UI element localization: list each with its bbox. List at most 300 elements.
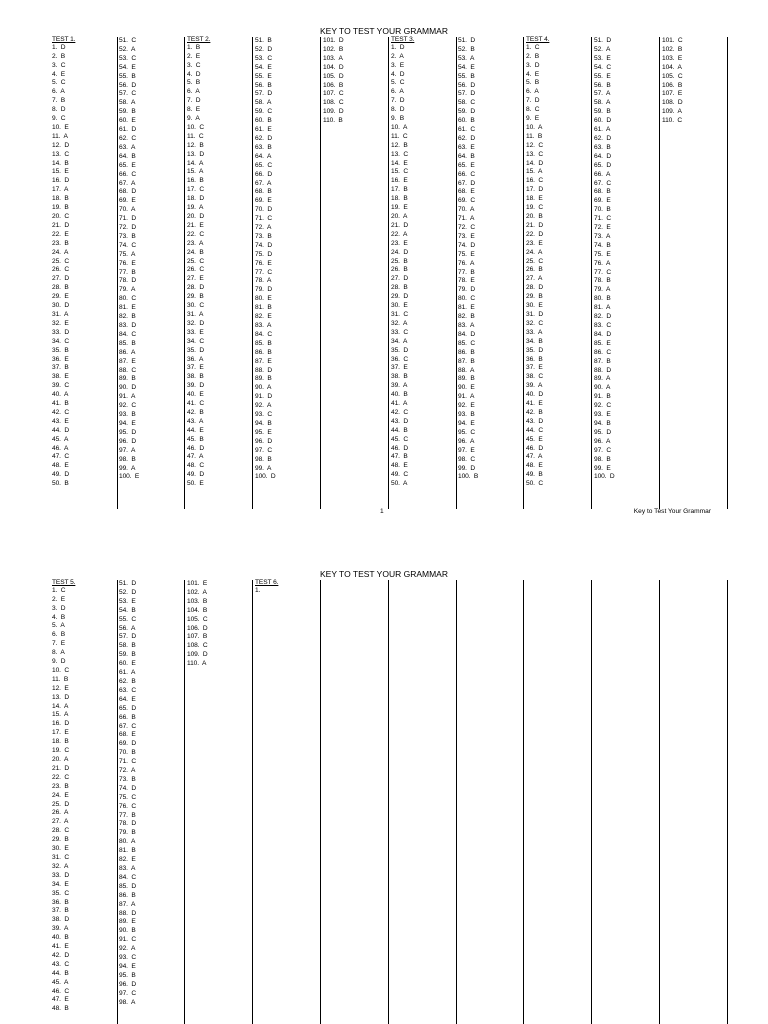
answer-line: 78. A bbox=[255, 277, 272, 285]
answer-line: 76. C bbox=[119, 802, 136, 810]
answer-line: 33. E bbox=[187, 328, 204, 336]
answer-line: 58. A bbox=[594, 99, 611, 107]
answer-line: 34. B bbox=[526, 337, 543, 345]
answer-line: 108. C bbox=[323, 99, 344, 107]
answer-column bbox=[592, 580, 660, 1024]
answer-line: 82. B bbox=[119, 313, 136, 321]
answer-line: 39. D bbox=[187, 382, 204, 390]
answer-line: 14. A bbox=[187, 159, 204, 167]
answer-line: 16. D bbox=[52, 177, 69, 185]
answer-line: 99. A bbox=[119, 464, 136, 472]
answer-line: 36. B bbox=[526, 355, 543, 363]
answer-line: 44. E bbox=[187, 426, 204, 434]
answer-line: 10. E bbox=[52, 123, 69, 131]
answer-line: 28. D bbox=[187, 284, 204, 292]
answer-line: 55. C bbox=[119, 615, 136, 623]
answer-line: 47. B bbox=[391, 453, 408, 461]
answer-line: 3. C bbox=[52, 61, 66, 69]
answer-line: 11. C bbox=[187, 132, 204, 140]
answer-line: 18. B bbox=[52, 195, 69, 203]
answer-line: 90. D bbox=[119, 384, 136, 392]
answer-line: 35. C bbox=[52, 889, 69, 897]
answer-line: 95. C bbox=[458, 428, 475, 436]
answer-line: 47. E bbox=[52, 996, 69, 1004]
answer-line: 31. D bbox=[526, 310, 543, 318]
answer-line: 75. C bbox=[119, 793, 136, 801]
answer-line: 24. D bbox=[391, 248, 408, 256]
answer-line: 53. E bbox=[119, 597, 136, 605]
answer-line: 67. A bbox=[255, 179, 272, 187]
answer-line: 13. D bbox=[52, 693, 69, 701]
answer-line: 64. E bbox=[119, 695, 136, 703]
answer-line: 54. E bbox=[458, 63, 475, 71]
test-header: TEST 4. bbox=[526, 36, 550, 43]
answer-line: 106. D bbox=[187, 624, 208, 632]
answer-line: 58. C bbox=[458, 99, 475, 107]
answer-line: 10. C bbox=[187, 123, 204, 131]
answer-line: 35. D bbox=[526, 346, 543, 354]
answer-line: 85. B bbox=[119, 339, 136, 347]
answer-column bbox=[456, 37, 524, 509]
answer-line: 102. B bbox=[323, 45, 344, 53]
answer-line: 44. B bbox=[52, 969, 69, 977]
answer-line: 11. A bbox=[52, 132, 68, 140]
answer-line: 57. C bbox=[119, 90, 136, 98]
answer-line: 52. A bbox=[119, 45, 136, 53]
answer-line: 82. E bbox=[255, 313, 272, 321]
answer-line: 42. C bbox=[52, 408, 69, 416]
answer-line: 102. A bbox=[187, 588, 207, 596]
answer-line: 100. E bbox=[119, 473, 140, 481]
answer-line: 90. A bbox=[594, 384, 611, 392]
answer-line: 72. A bbox=[255, 224, 272, 232]
answer-line: 88. D bbox=[255, 366, 272, 374]
answer-line: 68. E bbox=[458, 188, 475, 196]
answer-line: 41. B bbox=[52, 400, 69, 408]
answer-line: 100. D bbox=[255, 473, 276, 481]
answer-line: 108. C bbox=[187, 642, 208, 650]
answer-line: 40. D bbox=[526, 391, 543, 399]
answer-line: 97. A bbox=[119, 446, 136, 454]
answer-line: 27. D bbox=[391, 275, 408, 283]
answer-line: 29. B bbox=[187, 293, 204, 301]
answer-line: 3. D bbox=[526, 61, 540, 69]
answer-line: 37. E bbox=[526, 364, 543, 372]
test-header: TEST 2. bbox=[187, 36, 211, 43]
answer-line: 43. E bbox=[52, 417, 69, 425]
answer-line: 75. D bbox=[255, 250, 272, 258]
answer-line: 73. B bbox=[119, 775, 136, 783]
answer-line: 50. E bbox=[187, 480, 204, 488]
answer-line: 103. E bbox=[662, 54, 683, 62]
answer-line: 20. A bbox=[391, 213, 408, 221]
answer-line: 76. A bbox=[458, 259, 475, 267]
answer-line: 41. A bbox=[391, 400, 408, 408]
answer-line: 39. C bbox=[52, 382, 69, 390]
answer-line: 74. B bbox=[594, 241, 611, 249]
answer-line: 93. C bbox=[255, 411, 272, 419]
answer-line: 46. D bbox=[187, 444, 204, 452]
answer-line: 79. A bbox=[119, 286, 136, 294]
answer-line: 110. B bbox=[323, 117, 343, 125]
answer-line: 50. A bbox=[391, 480, 408, 488]
answer-line: 94. B bbox=[594, 419, 611, 427]
answer-line: 17. E bbox=[52, 729, 69, 737]
page-number: 1 bbox=[380, 508, 384, 515]
answer-line: 54. B bbox=[119, 606, 136, 614]
answer-line: 98. A bbox=[119, 998, 136, 1006]
answer-line: 38. D bbox=[52, 916, 69, 924]
answer-line: 84. C bbox=[255, 330, 272, 338]
answer-line: 32. E bbox=[52, 319, 69, 327]
test-header: TEST 5. bbox=[52, 579, 76, 586]
answer-line: 31. C bbox=[391, 310, 408, 318]
answer-line: 37. B bbox=[52, 364, 69, 372]
answer-column bbox=[253, 580, 321, 1024]
answer-line: 48. B bbox=[52, 1005, 69, 1013]
answer-line: 46. C bbox=[52, 987, 69, 995]
answer-line: 96. A bbox=[458, 437, 475, 445]
answer-line: 74. C bbox=[119, 241, 136, 249]
answer-line: 72. C bbox=[458, 224, 475, 232]
answer-line: 96. A bbox=[594, 437, 611, 445]
answer-line: 102. B bbox=[662, 45, 683, 53]
test-header: TEST 1. bbox=[52, 36, 76, 43]
answer-line: 69. E bbox=[119, 197, 136, 205]
answer-line: 5. B bbox=[526, 79, 540, 87]
answer-column bbox=[660, 580, 728, 1024]
answer-line: 36. B bbox=[52, 898, 69, 906]
answer-line: 36. A bbox=[187, 355, 204, 363]
answer-line: 93. E bbox=[594, 411, 611, 419]
answer-line: 30. D bbox=[52, 302, 69, 310]
answer-line: 79. B bbox=[119, 829, 136, 837]
answer-line: 7. E bbox=[52, 640, 66, 648]
test-header: TEST 3. bbox=[391, 36, 415, 43]
answer-line: 34. E bbox=[52, 880, 69, 888]
answer-line: 37. B bbox=[52, 907, 69, 915]
answer-line: 82. D bbox=[594, 313, 611, 321]
answer-line: 18. E bbox=[526, 195, 543, 203]
answer-column bbox=[185, 580, 253, 1024]
answer-line: 71. D bbox=[119, 215, 136, 223]
answer-line: 100. B bbox=[458, 473, 479, 481]
answer-line: 58. B bbox=[119, 642, 136, 650]
answer-line: 94. E bbox=[458, 419, 475, 427]
answer-line: 2. B bbox=[52, 52, 66, 60]
answer-column bbox=[185, 37, 253, 509]
answer-line: 53. A bbox=[458, 54, 475, 62]
answer-line: 75. A bbox=[119, 250, 136, 258]
answer-line: 32. C bbox=[526, 319, 543, 327]
answer-line: 55. B bbox=[458, 72, 475, 80]
answer-line: 23. A bbox=[187, 239, 204, 247]
answer-line: 54. E bbox=[119, 63, 136, 71]
answer-line: 41. E bbox=[52, 943, 69, 951]
answer-line: 23. E bbox=[391, 239, 408, 247]
answer-line: 1. C bbox=[526, 43, 540, 51]
answer-line: 40. E bbox=[187, 391, 204, 399]
answer-line: 95. D bbox=[594, 428, 611, 436]
answer-column bbox=[321, 580, 389, 1024]
answer-line: 38. B bbox=[187, 373, 204, 381]
answer-line: 7. D bbox=[526, 97, 540, 105]
answer-line: 96. D bbox=[119, 980, 136, 988]
answer-line: 90. B bbox=[119, 927, 136, 935]
answer-line: 31. C bbox=[52, 853, 69, 861]
answer-line: 41. C bbox=[187, 400, 204, 408]
answer-line: 91. A bbox=[119, 393, 136, 401]
answer-line: 57. D bbox=[255, 90, 272, 98]
answer-line: 30. E bbox=[526, 302, 543, 310]
answer-line: 106. B bbox=[662, 81, 683, 89]
answer-line: 12. D bbox=[52, 141, 69, 149]
answer-line: 97. E bbox=[458, 446, 475, 454]
answer-line: 45. E bbox=[526, 435, 543, 443]
answer-line: 43. D bbox=[526, 417, 543, 425]
answer-line: 48. E bbox=[52, 462, 69, 470]
answer-line: 101. D bbox=[323, 37, 344, 44]
answer-line: 92. C bbox=[119, 402, 136, 410]
answer-line: 89. E bbox=[119, 918, 136, 926]
answer-line: 51. C bbox=[119, 37, 136, 44]
answer-line: 71. A bbox=[458, 215, 475, 223]
answer-line: 2. E bbox=[187, 52, 201, 60]
answer-line: 9. A bbox=[187, 115, 200, 123]
answer-line: 5. A bbox=[52, 622, 65, 630]
answer-line: 58. A bbox=[119, 99, 136, 107]
answer-line: 5. C bbox=[391, 79, 405, 87]
answer-line: 51. D bbox=[119, 580, 136, 587]
answer-line: 83. C bbox=[594, 322, 611, 329]
answer-line: 96. D bbox=[255, 437, 272, 445]
answer-line: 43. C bbox=[52, 960, 69, 968]
answer-line: 5. C bbox=[52, 79, 66, 87]
answer-line: 109. D bbox=[187, 651, 208, 659]
answer-line: 11. C bbox=[391, 132, 408, 140]
answer-line: 93. B bbox=[458, 411, 475, 419]
answer-line: 60. E bbox=[119, 117, 136, 125]
answer-line: 13. C bbox=[391, 150, 408, 158]
answer-line: 3. E bbox=[391, 61, 405, 69]
answer-line: 64. B bbox=[119, 152, 136, 160]
answer-line: 32. A bbox=[391, 319, 408, 327]
answer-line: 38. B bbox=[391, 373, 408, 381]
answer-line: 79. D bbox=[255, 286, 272, 294]
answer-line: 34. C bbox=[52, 337, 69, 345]
answer-line: 67. D bbox=[458, 179, 475, 187]
answer-line: 22. C bbox=[52, 773, 69, 781]
answer-line: 99. D bbox=[458, 464, 475, 472]
answer-line: 1. D bbox=[52, 43, 66, 51]
answer-line: 22. E bbox=[52, 230, 69, 238]
answer-line: 1. C bbox=[52, 586, 66, 594]
answer-line: 65. D bbox=[594, 161, 611, 169]
answer-line: 95. E bbox=[255, 428, 272, 436]
answer-line: 56. A bbox=[119, 624, 136, 632]
answer-line: 104. A bbox=[662, 63, 682, 71]
answer-line: 75. E bbox=[458, 250, 475, 258]
answer-line: 63. B bbox=[594, 143, 611, 151]
answer-line: 11. B bbox=[526, 132, 543, 140]
answer-line: 49. D bbox=[52, 471, 69, 479]
answer-line: 9. C bbox=[52, 115, 66, 123]
answer-line: 110. C bbox=[662, 117, 683, 125]
answer-line: 21. D bbox=[52, 221, 69, 229]
answer-line: 5. B bbox=[187, 79, 201, 87]
answer-line: 13. D bbox=[187, 150, 204, 158]
answer-line: 91. A bbox=[458, 393, 475, 401]
answer-line: 72. E bbox=[594, 224, 611, 232]
answer-line: 67. C bbox=[594, 179, 611, 187]
answer-line: 9. B bbox=[391, 115, 405, 123]
answer-line: 45. B bbox=[187, 435, 204, 443]
answer-line: 99. A bbox=[255, 464, 272, 472]
answer-line: 87. B bbox=[458, 357, 475, 365]
answer-line: 15. E bbox=[52, 168, 69, 176]
answer-line: 73. B bbox=[119, 232, 136, 240]
answer-line: 33. D bbox=[52, 328, 69, 336]
answer-line: 74. D bbox=[458, 241, 475, 249]
answer-line: 62. B bbox=[119, 677, 136, 685]
answer-line: 14. D bbox=[526, 159, 543, 167]
answer-line: 12. E bbox=[52, 684, 69, 692]
answer-line: 51. B bbox=[255, 37, 272, 44]
answer-line: 52. D bbox=[119, 588, 136, 596]
answer-line: 85. B bbox=[255, 339, 272, 347]
answer-line: 21. E bbox=[187, 221, 204, 229]
answer-line: 26. B bbox=[526, 266, 543, 274]
answer-line: 24. B bbox=[187, 248, 204, 256]
answer-line: 81. E bbox=[119, 304, 136, 312]
answer-line: 6. B bbox=[52, 631, 66, 639]
answer-line: 32. D bbox=[187, 319, 204, 327]
answer-line: 3. D bbox=[52, 604, 66, 612]
answer-line: 16. D bbox=[52, 720, 69, 728]
answer-line: 20. A bbox=[52, 756, 69, 764]
answer-line: 101. E bbox=[187, 580, 208, 587]
answer-line: 97. C bbox=[255, 446, 272, 454]
answer-line: 29. E bbox=[52, 293, 69, 301]
answer-line: 60. B bbox=[458, 117, 475, 125]
answer-line: 30. E bbox=[52, 845, 69, 853]
answer-line: 19. C bbox=[52, 747, 69, 755]
answer-line: 18. D bbox=[187, 195, 204, 203]
answer-line: 69. D bbox=[119, 740, 136, 748]
answer-line: 26. C bbox=[187, 266, 204, 274]
answer-line: 57. D bbox=[458, 90, 475, 98]
answer-line: 44. D bbox=[52, 426, 69, 434]
answer-line: 40. A bbox=[52, 391, 69, 399]
answer-line: 9. D bbox=[52, 658, 66, 666]
answer-column bbox=[321, 37, 389, 509]
answer-line: 29. B bbox=[526, 293, 543, 301]
answer-line: 24. A bbox=[52, 248, 69, 256]
answer-line: 105. C bbox=[187, 615, 208, 623]
answer-line: 66. A bbox=[594, 170, 611, 178]
answer-line: 59. D bbox=[458, 108, 475, 116]
answer-line: 110. A bbox=[187, 660, 207, 668]
answer-column bbox=[524, 37, 592, 509]
answer-line: 97. C bbox=[594, 446, 611, 454]
answer-line: 104. D bbox=[323, 63, 344, 71]
answer-line: 24. E bbox=[52, 791, 69, 799]
answer-line: 24. A bbox=[526, 248, 543, 256]
answer-line: 25. D bbox=[52, 800, 69, 808]
answer-line: 81. E bbox=[458, 304, 475, 312]
answer-line: 37. E bbox=[391, 364, 408, 372]
answer-line: 45. A bbox=[52, 978, 69, 986]
answer-line: 94. E bbox=[119, 419, 136, 427]
answer-line: 98. B bbox=[255, 455, 272, 463]
answer-line: 6. A bbox=[187, 88, 200, 96]
answer-line: 71. C bbox=[119, 758, 136, 766]
answer-line: 34. C bbox=[187, 337, 204, 345]
answer-line: 62. D bbox=[255, 134, 272, 142]
answer-line: 26. B bbox=[391, 266, 408, 274]
answer-line: 106. B bbox=[323, 81, 344, 89]
answer-line: 56. B bbox=[255, 81, 272, 89]
answer-line: 77. B bbox=[119, 268, 136, 276]
answer-line: 76. A bbox=[594, 259, 611, 267]
answer-line: 101. C bbox=[662, 37, 683, 44]
answer-line: 88. D bbox=[119, 909, 136, 917]
answer-line: 65. E bbox=[458, 161, 475, 169]
answer-line: 86. B bbox=[255, 348, 272, 356]
answer-line: 2. A bbox=[391, 52, 404, 60]
answer-column bbox=[389, 37, 457, 509]
answer-line: 28. B bbox=[391, 284, 408, 292]
answer-line: 78. B bbox=[594, 277, 611, 285]
answer-line: 43. D bbox=[391, 417, 408, 425]
answer-line: 13. C bbox=[526, 150, 543, 158]
answer-line: 108. D bbox=[662, 99, 683, 107]
answer-line: 28. C bbox=[52, 827, 69, 835]
answer-line: 78. D bbox=[119, 277, 136, 285]
answer-line: 19. A bbox=[187, 204, 204, 212]
answer-column bbox=[50, 580, 118, 1024]
answer-line: 12. B bbox=[391, 141, 408, 149]
answer-line: 89. B bbox=[458, 375, 475, 383]
answer-line: 25. C bbox=[187, 257, 204, 265]
answer-line: 34. A bbox=[391, 337, 408, 345]
answer-line: 54. C bbox=[594, 63, 611, 71]
answer-line: 69. C bbox=[458, 197, 475, 205]
answer-line: 30. C bbox=[187, 302, 204, 310]
answer-line: 44. B bbox=[391, 426, 408, 434]
answer-line: 82. E bbox=[119, 856, 136, 864]
answer-line: 69. E bbox=[255, 197, 272, 205]
answer-line: 65. D bbox=[119, 704, 136, 712]
answer-line: 56. D bbox=[458, 81, 475, 89]
answer-line: 86. B bbox=[458, 348, 475, 356]
answer-line: 77. C bbox=[255, 268, 272, 276]
answer-line: 4. B bbox=[52, 613, 66, 621]
answer-line: 86. C bbox=[594, 348, 611, 356]
answer-column bbox=[389, 580, 457, 1024]
answer-line: 87. E bbox=[119, 357, 136, 365]
answer-line: 25. B bbox=[391, 257, 408, 265]
answer-line: 61. A bbox=[119, 669, 136, 677]
test-header: TEST 6. bbox=[255, 579, 279, 586]
answer-line: 56. B bbox=[594, 81, 611, 89]
answer-line: 7. D bbox=[187, 97, 201, 105]
answer-line: 64. D bbox=[594, 152, 611, 160]
answer-line: 20. C bbox=[52, 213, 69, 221]
answer-line: 63. C bbox=[119, 686, 136, 694]
answer-line: 51. D bbox=[458, 37, 475, 44]
answer-line: 57. D bbox=[119, 633, 136, 641]
